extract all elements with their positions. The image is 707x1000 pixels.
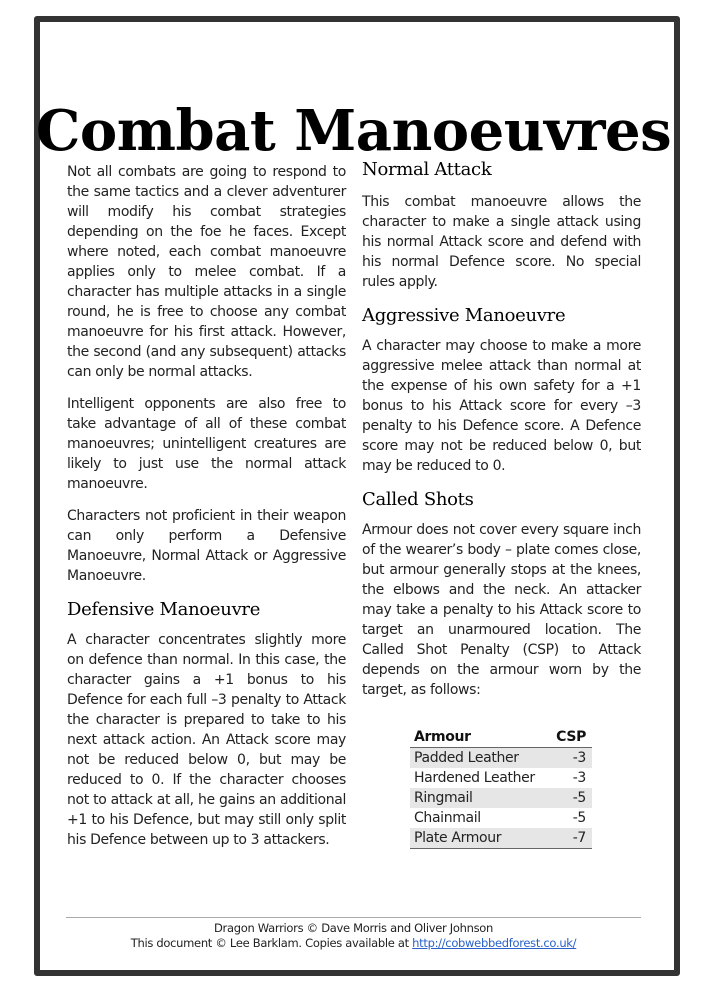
website-link[interactable]: http://cobwebbedforest.co.uk/ <box>412 936 577 950</box>
left-column <box>67 162 346 862</box>
header-csp: CSP <box>549 727 592 748</box>
intro-paragraph: Characters not proficient in their weapon can only perform a Defensive Manoeuvre, Normal Attack or Aggressive Manoeuvre. <box>67 508 346 584</box>
footer-divider <box>66 917 641 918</box>
csp-value: -5 <box>572 810 586 826</box>
csp-value: -5 <box>549 788 592 808</box>
called-shots-heading: Called Shots <box>362 489 474 510</box>
armour-name: Plate Armour <box>410 828 549 849</box>
normal-attack-body: This combat manoeuvre allows the character to make a single attack using his normal Attack score and defend with his normal Defence score. No special rules apply. <box>362 194 641 290</box>
csp-value: -3 <box>549 748 592 769</box>
aggressive-manoeuvre-body: A character may choose to make a more aggressive melee attack than normal at the expense of his own safety for a +1 bonus to his Attack score for every –3 penalty to his Defence score. A Defence score may not be reduced below 0, but may be reduced to 0. <box>362 338 641 474</box>
table-row <box>410 788 592 808</box>
table-header-row <box>410 727 592 748</box>
header-armour: Armour <box>410 727 549 748</box>
table-row <box>410 748 592 769</box>
csp-value: -3 <box>572 770 586 786</box>
armour-name: Chainmail <box>414 810 481 826</box>
armour-name: Hardened Leather <box>414 770 535 786</box>
page-title: Combat Manoeuvres <box>35 97 672 164</box>
table-row <box>410 828 592 849</box>
defensive-manoeuvre-heading: Defensive Manoeuvre <box>67 599 261 620</box>
intro-paragraph: Not all combats are going to respond to the same tactics and a clever adventurer will modify his combat strategies depending on the foe he faces. Except where noted, each combat manoeuvre applies only to melee combat. If a character has multiple attacks in a single round, he is free to choose any combat manoeuvre for his first attack. However, the second (and any subsequent) attacks can only be normal attacks. <box>67 164 346 380</box>
footer-document-line <box>40 936 667 951</box>
footer-copyright-line: Dragon Warriors © Dave Morris and Oliver Johnson <box>213 921 494 935</box>
footer-document-text: This document © Lee Barklam. Copies available at <box>130 936 413 950</box>
armour-name: Padded Leather <box>410 748 549 769</box>
intro-paragraph: Intelligent opponents are also free to take advantage of all of these combat manoeuvres; unintelligent creatures are likely to just use the normal attack manoeuvre. <box>67 396 346 492</box>
called-shots-body: Armour does not cover every square inch of the wearer’s body – plate comes close, but armour generally stops at the knees, the elbows and the neck. An attacker may take a penalty to his Attack score to target an unarmoured location. The Called Shot Penalty (CSP) to Attack depends on the armour worn by the target, as follows: <box>362 522 641 698</box>
normal-attack-heading: Normal Attack <box>362 159 492 180</box>
footer <box>40 921 667 951</box>
defensive-manoeuvre-body: A character concentrates slightly more on defence than normal. In this case, the character gains a +1 bonus to his Defence for each full –3 penalty to Attack the character is prepared to take to his next attack action. An Attack score may not be reduced below 0, but may be reduced to 0. If the character chooses not to attack at all, he gains an additional +1 to his Defence, but may still only split his Defence between up to 3 attackers. <box>67 632 346 848</box>
aggressive-manoeuvre-heading: Aggressive Manoeuvre <box>362 305 566 326</box>
armour-name: Ringmail <box>410 788 549 808</box>
table-row <box>410 808 592 828</box>
armour-csp-table <box>410 727 592 849</box>
table-row <box>410 768 592 788</box>
csp-value: -7 <box>549 828 592 849</box>
right-column <box>362 160 641 712</box>
